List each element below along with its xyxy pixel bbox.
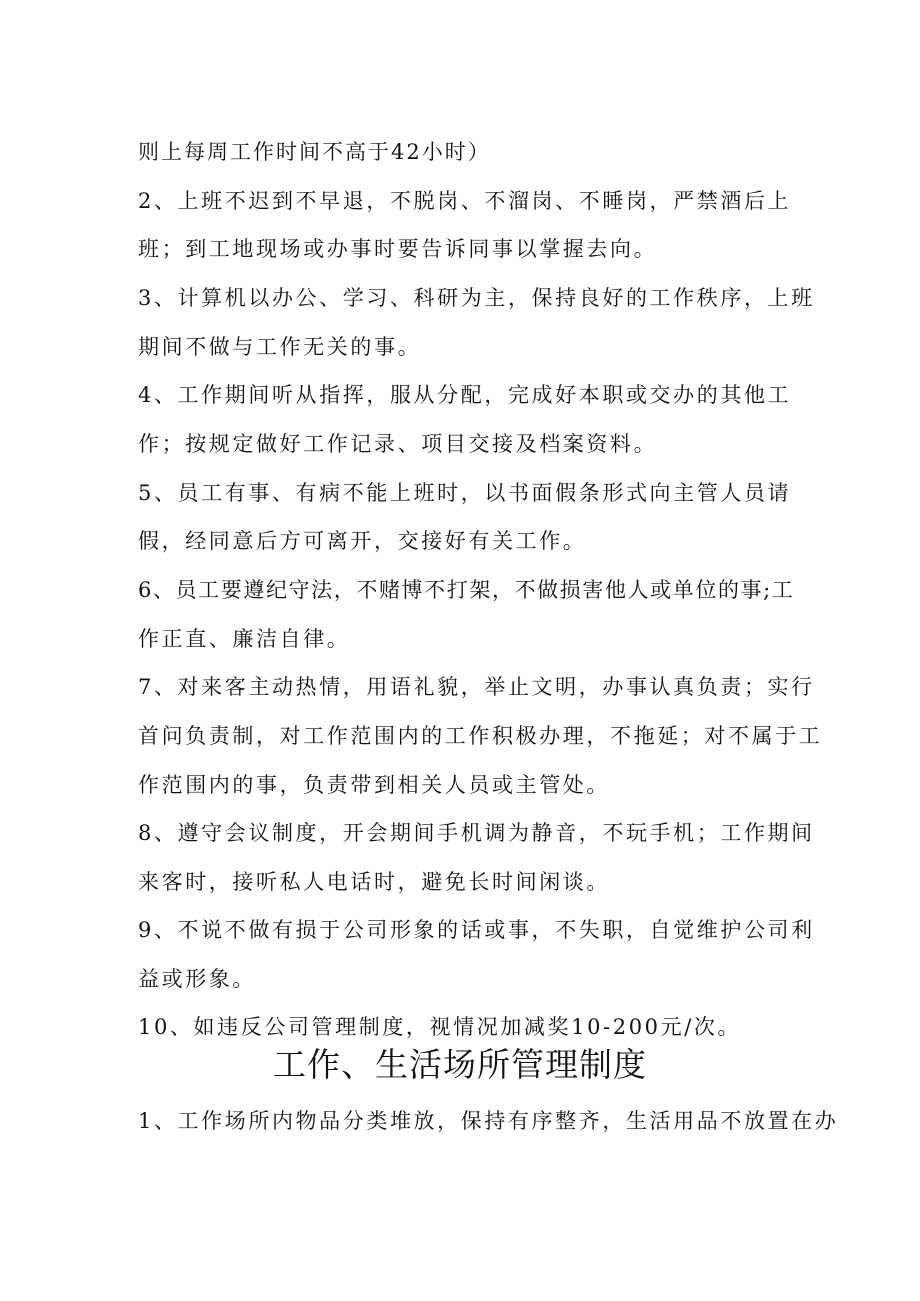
text-line-2: 2、上班不迟到不早退，不脱岗、不溜岗、不睡岗，严禁酒后上 (138, 189, 792, 213)
text-line-6: 4、工作期间听从指挥，服从分配，完成好本职或交办的其他工 (138, 383, 792, 407)
text-line-18: 益或形象。 (138, 967, 256, 991)
text-line-19: 10、如违反公司管理制度，视情况加减奖10-200元/次。 (138, 1015, 742, 1039)
text-line-5: 期间不做与工作无关的事。 (138, 335, 422, 359)
text-line-14: 作范围内的事，负责带到相关人员或主管处。 (138, 773, 610, 797)
text-line-20: 1、工作场所内物品分类堆放，保持有序整齐，生活用品不放置在办 (138, 1109, 839, 1133)
text-line-12: 7、对来客主动热情，用语礼貌，举止文明，办事认真负责；实行 (138, 675, 815, 699)
section-title: 工作、生活场所管理制度 (273, 1045, 647, 1084)
text-line-7: 作；按规定做好工作记录、项目交接及档案资料。 (138, 432, 658, 456)
text-line-9: 假，经同意后方可离开，交接好有关工作。 (138, 529, 587, 553)
text-line-4: 3、计算机以办公、学习、科研为主，保持良好的工作秩序，上班 (138, 286, 815, 310)
text-line-11: 作正直、廉洁自律。 (138, 627, 351, 651)
text-line-16: 来客时，接听私人电话时，避免长时间闲谈。 (138, 870, 610, 894)
text-line-17: 9、不说不做有损于公司形象的话或事，不失职，自觉维护公司利 (138, 918, 815, 942)
text-line-8: 5、员工有事、有病不能上班时，以书面假条形式向主管人员请 (138, 481, 792, 505)
text-line-13: 首问负责制，对工作范围内的工作积极办理，不拖延；对不属于工 (138, 724, 823, 748)
text-line-3: 班；到工地现场或办事时要告诉同事以掌握去向。 (138, 237, 658, 261)
text-line-15: 8、遵守会议制度，开会期间手机调为静音，不玩手机；工作期间 (138, 821, 815, 845)
text-line-1: 则上每周工作时间不高于42小时） (138, 140, 491, 164)
text-line-10: 6、员工要遵纪守法，不赌博不打架，不做损害他人或单位的事;工 (138, 578, 795, 602)
